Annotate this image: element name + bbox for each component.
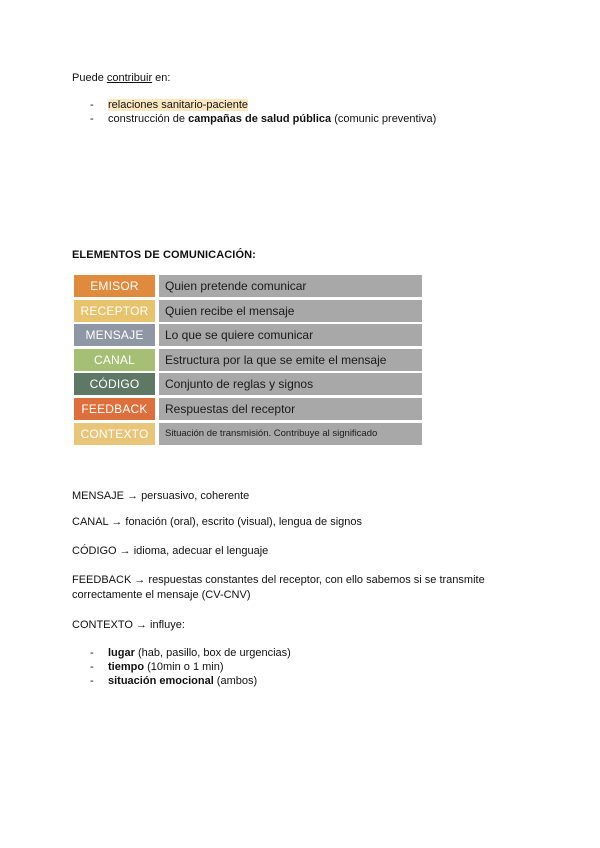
element-description: Situación de transmisión. Contribuye al significado bbox=[159, 423, 422, 445]
element-label: CÓDIGO bbox=[74, 373, 155, 395]
list-item-text: construcción de bbox=[108, 113, 189, 125]
intro-list bbox=[72, 98, 532, 126]
section-heading: ELEMENTOS DE COMUNICACIÓN: bbox=[72, 249, 256, 261]
note-feedback-line-2: correctamente el mensaje (CV-CNV) bbox=[72, 589, 251, 601]
table-row bbox=[72, 349, 422, 371]
element-description: Quien pretende comunicar bbox=[159, 275, 422, 297]
element-description: Respuestas del receptor bbox=[159, 398, 422, 420]
intro-line bbox=[72, 72, 170, 84]
list-item-bold: campañas de salud pública bbox=[188, 113, 332, 125]
note-mensaje: MENSAJE → persuasivo, coherente bbox=[72, 490, 250, 502]
list-item-text: (hab, pasillo, box de urgencias) bbox=[134, 647, 291, 659]
list-item bbox=[72, 112, 532, 126]
list-item-bold: lugar bbox=[108, 647, 135, 659]
element-description: Estructura por la que se emite el mensaje bbox=[159, 349, 422, 371]
intro-prefix: Puede bbox=[72, 72, 107, 84]
element-description: Conjunto de reglas y signos bbox=[159, 373, 422, 395]
list-item-text: (ambos) bbox=[213, 675, 258, 687]
list-item bbox=[72, 660, 532, 674]
element-label: FEEDBACK bbox=[74, 398, 155, 420]
element-label: MENSAJE bbox=[74, 324, 155, 346]
list-item bbox=[72, 98, 532, 112]
note-feedback-line-1: FEEDBACK → respuestas constantes del receptor, con ello sabemos si se transmite bbox=[72, 574, 485, 586]
element-label: EMISOR bbox=[74, 275, 155, 297]
element-label: RECEPTOR bbox=[74, 300, 155, 322]
element-description: Quien recibe el mensaje bbox=[159, 300, 422, 322]
element-label: CONTEXTO bbox=[74, 423, 155, 445]
intro-underlined-word: contribuir bbox=[106, 72, 153, 84]
note-canal: CANAL → fonación (oral), escrito (visual), lengua de signos bbox=[72, 516, 363, 528]
element-label: CANAL bbox=[74, 349, 155, 371]
list-item-bold: tiempo bbox=[108, 661, 145, 673]
element-description: Lo que se quiere comunicar bbox=[159, 324, 422, 346]
table-row bbox=[72, 324, 422, 346]
list-item bbox=[72, 646, 532, 660]
note-codigo: CÓDIGO → idioma, adecuar el lenguaje bbox=[72, 545, 269, 557]
list-item bbox=[72, 674, 532, 688]
list-item-text: (comunic preventiva) bbox=[331, 113, 437, 125]
list-item-bold: situación emocional bbox=[108, 675, 214, 687]
intro-suffix: en: bbox=[152, 72, 171, 84]
list-item-text: (10min o 1 min) bbox=[144, 661, 224, 673]
table-row bbox=[72, 275, 422, 297]
note-contexto: CONTEXTO → influye: bbox=[72, 619, 185, 631]
table-row bbox=[72, 373, 422, 395]
table-row bbox=[72, 423, 422, 445]
highlighted-text: relaciones sanitario-paciente bbox=[108, 99, 249, 111]
table-row bbox=[72, 300, 422, 322]
table-row bbox=[72, 398, 422, 420]
contexto-list bbox=[72, 646, 532, 688]
elements-table bbox=[72, 275, 422, 447]
